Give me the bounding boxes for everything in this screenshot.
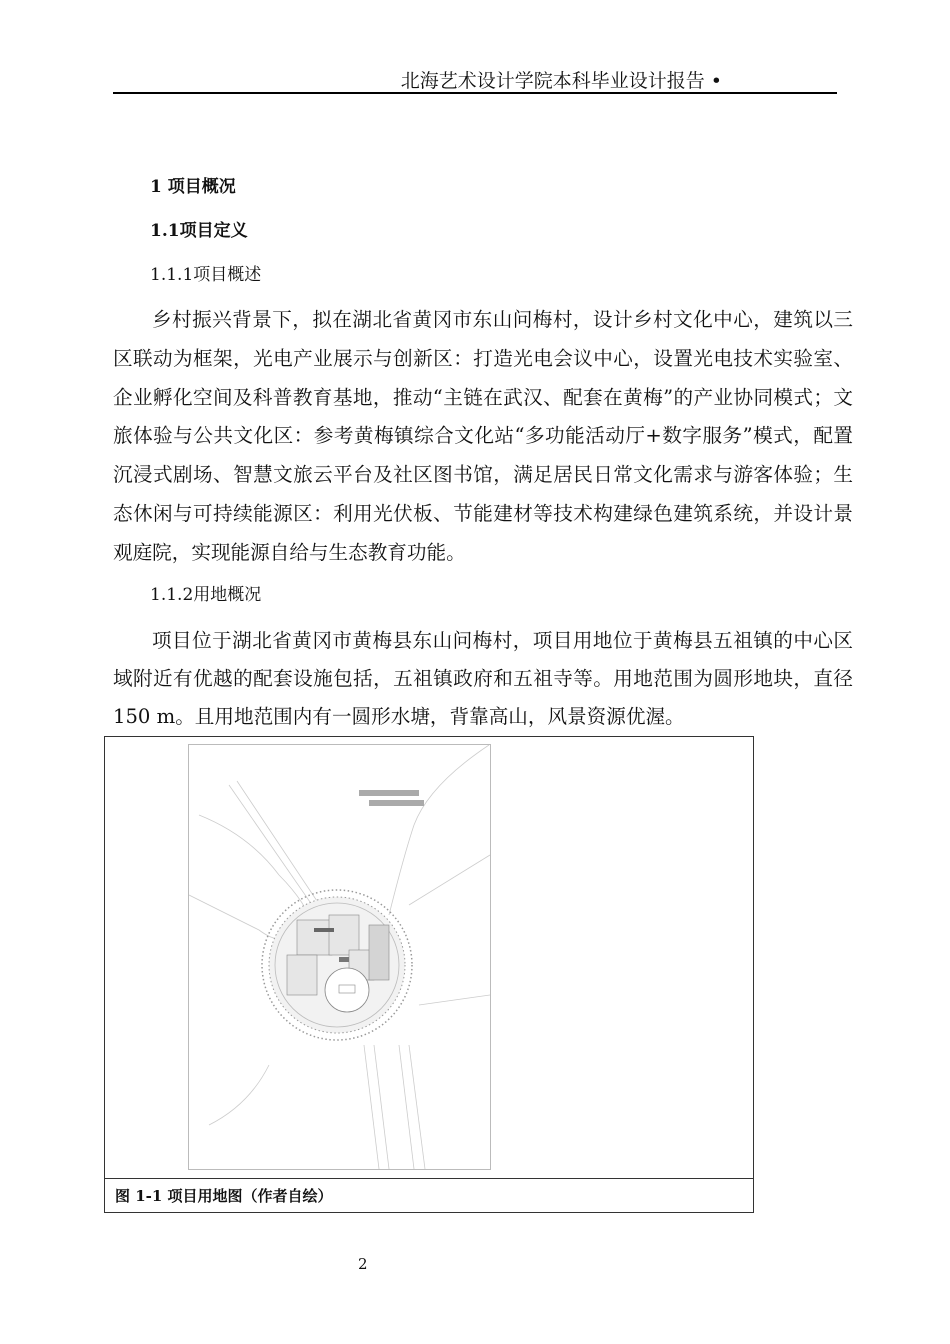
figure-site-plan — [104, 736, 754, 1213]
page-header: 北海艺术设计学院本科毕业设计报告 • — [400, 70, 722, 92]
paragraph-site: 项目位于湖北省黄冈市黄梅县东山问梅村，项目用地位于黄梅县五祖镇的中心区域附近有优越的配套设施包括，五祖镇政府和五祖寺等。用地范围为圆形地块，直径150 m。且用地范围内有一圆形水塘，背靠高山，风景资源优渥。 — [113, 628, 853, 728]
figure-caption-row — [105, 1178, 753, 1212]
section-heading-1-1-1: 1.1.1项目概述 — [150, 265, 262, 285]
header-divider — [113, 92, 837, 94]
page-number: 2 — [358, 1254, 368, 1273]
paragraph-overview: 乡村振兴背景下，拟在湖北省黄冈市东山问梅村，设计乡村文化中心，建筑以三区联动为框架，光电产业展示与创新区：打造光电会议中心，设置光电技术实验室、企业孵化空间及科普教育基地，推动“主链在武汉、配套在黄梅”的产业协同模式；文旅体验与公共文化区：参考黄梅镇综合文化站“多功能活动厅+数字服务”模式，配置沉浸式剧场、智慧文旅云平台及社区图书馆，满足居民日常文化需求与游客体验；生态休闲与可持续能源区：利用光伏板、节能建材等技术构建绿色建筑系统，并设计景观庭院，实现能源自给与生态教育功能。 — [113, 308, 853, 564]
section-heading-1-1-2: 1.1.2用地概况 — [150, 584, 262, 605]
page-body — [113, 176, 853, 1274]
section-heading-1: 1 项目概况 — [150, 177, 236, 197]
section-heading-1-1: 1.1项目定义 — [150, 221, 248, 241]
site-plan-image — [188, 744, 491, 1170]
site-plan-drawing — [189, 745, 490, 1169]
figure-caption: 图 1-1 项目用地图（作者自绘） — [115, 1186, 333, 1205]
